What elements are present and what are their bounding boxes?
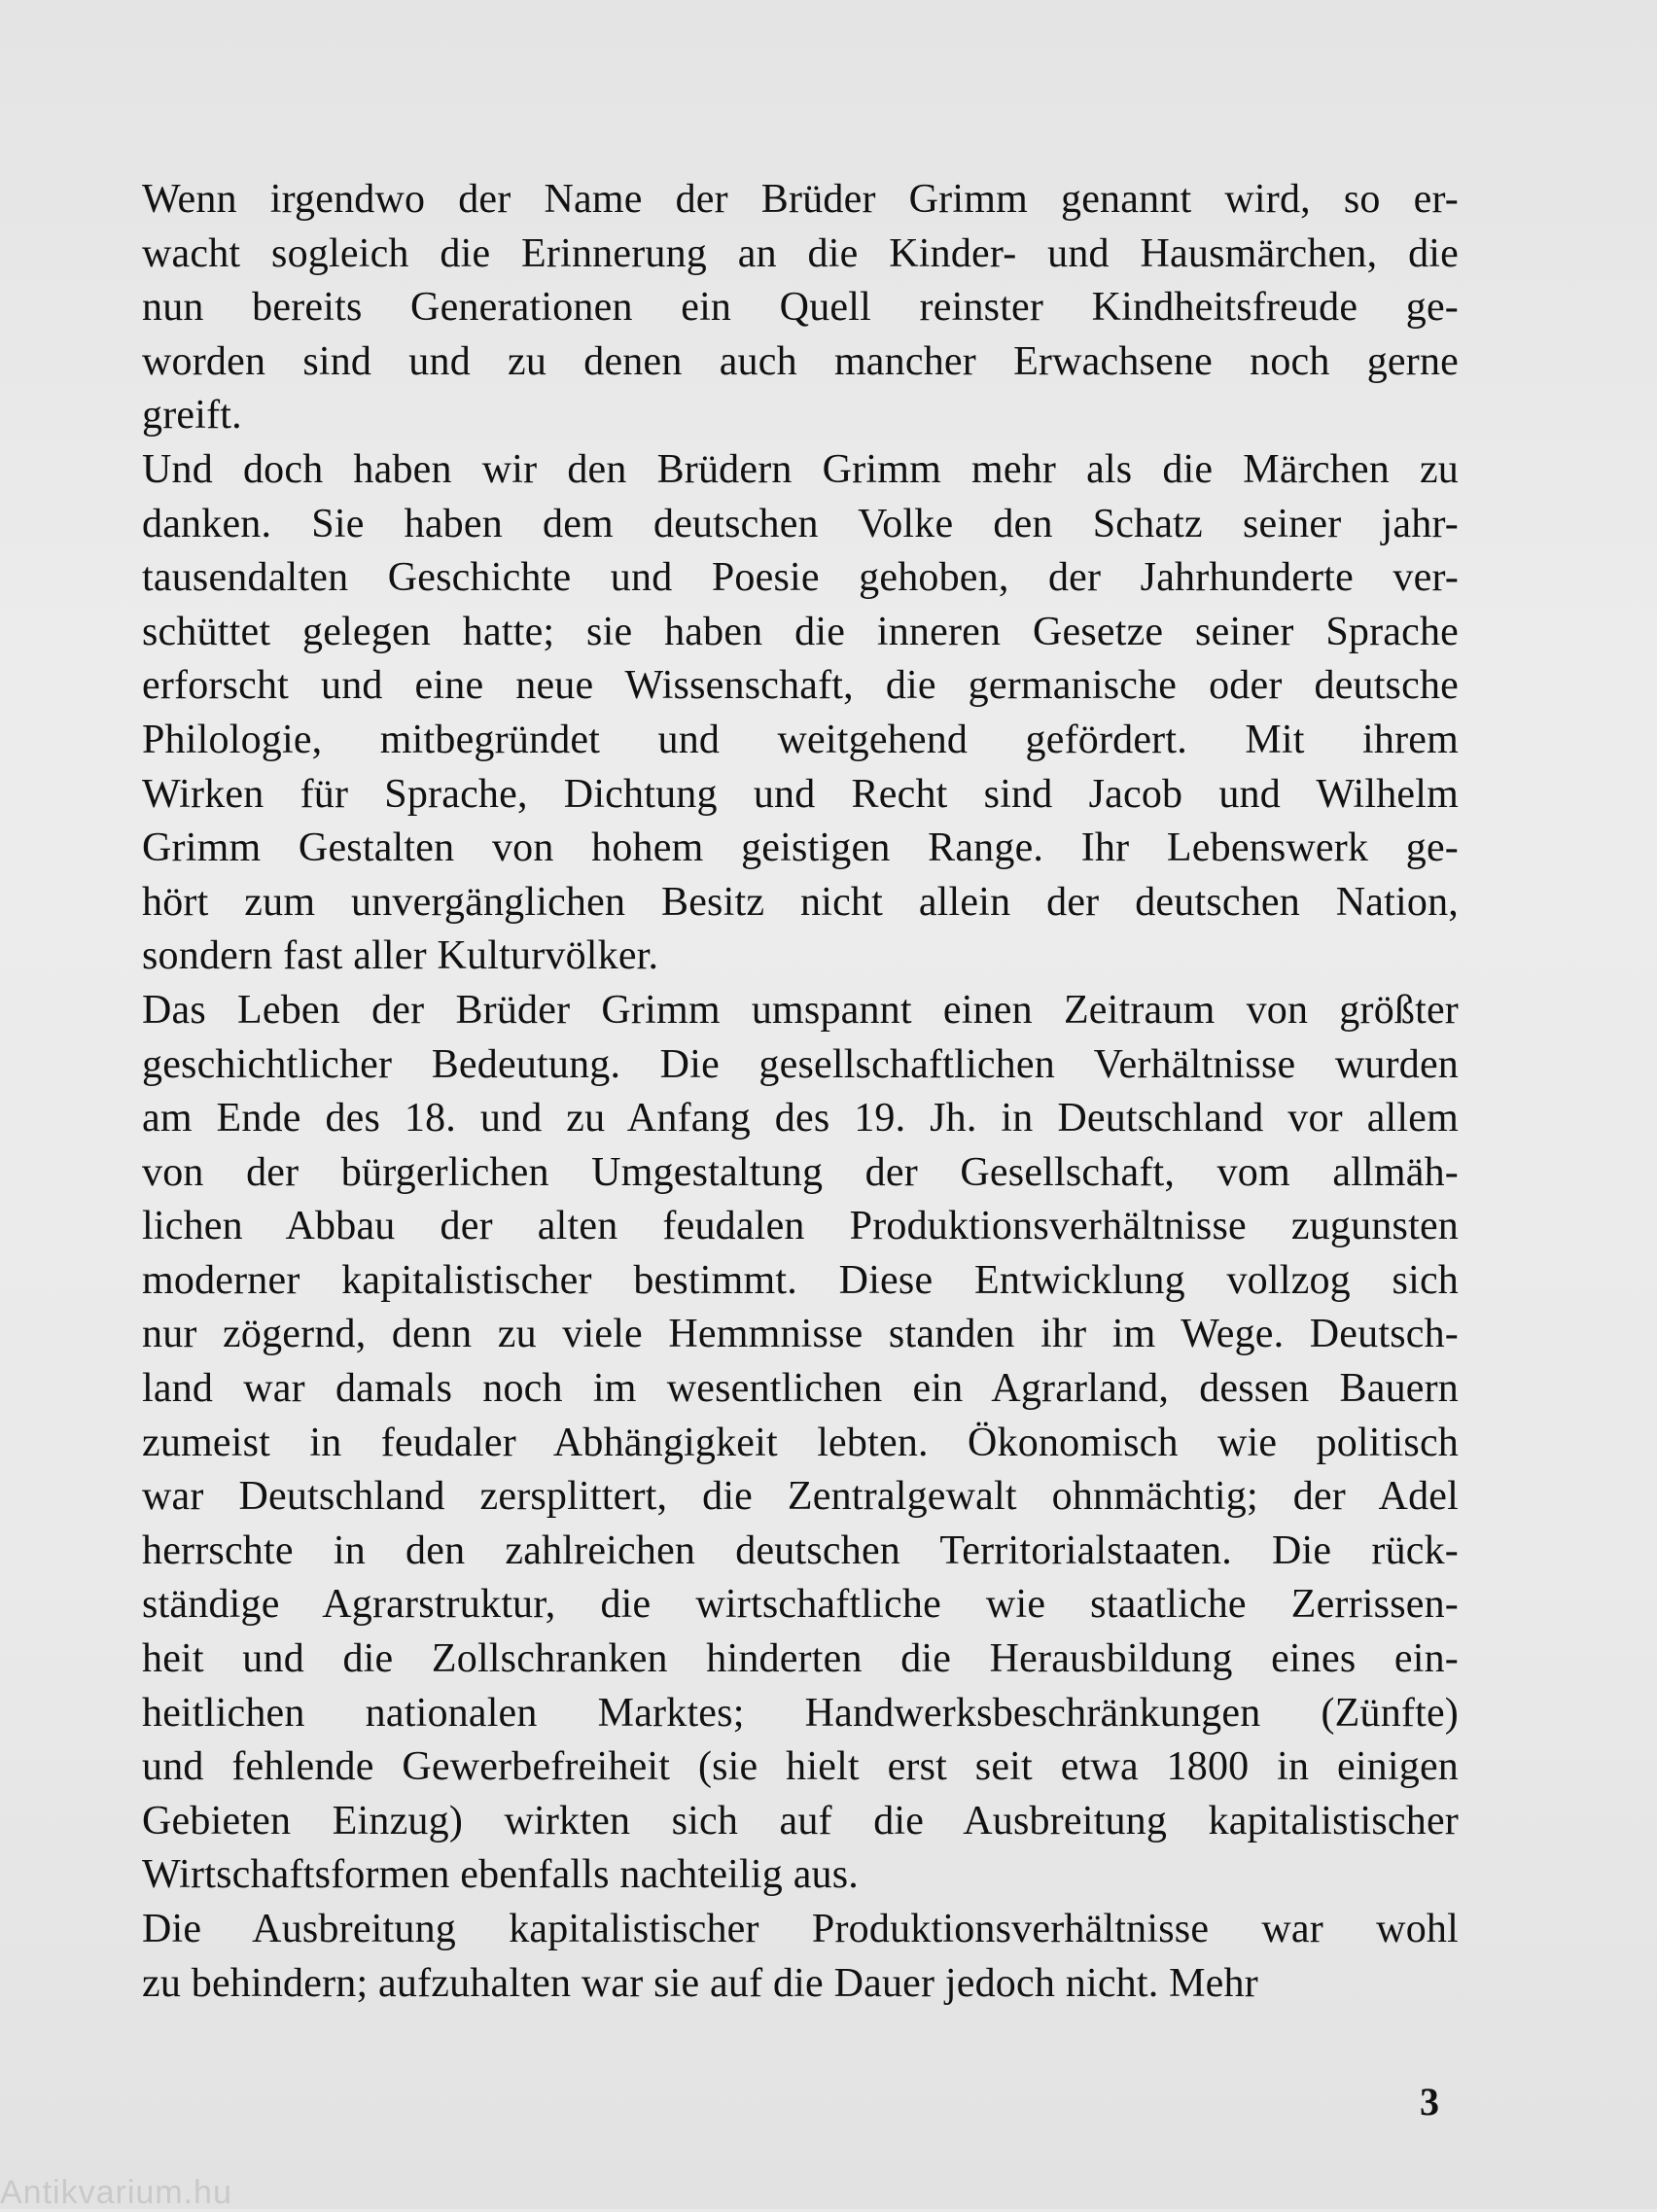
text-line: hört zum unvergänglichen Besitz nicht allein der deutschen Nation, [142, 879, 1459, 925]
text-line: von der bürgerlichen Umgestaltung der Gesellschaft, vom allmäh- [142, 1149, 1459, 1195]
text-line: tausendalten Geschichte und Poesie gehoben, der Jahrhunderte ver- [142, 555, 1459, 601]
text-line: Gebieten Einzug) wirkten sich auf die Ausbreitung kapitalistischer [142, 1798, 1459, 1843]
text-line: nun bereits Generationen ein Quell reinster Kindheitsfreude ge- [142, 285, 1459, 331]
text-line: danken. Sie haben dem deutschen Volke den Schatz seiner jahr- [142, 501, 1459, 546]
text-line: war Deutschland zersplittert, die Zentralgewalt ohnmächtig; der Adel [142, 1474, 1459, 1520]
text-line: Philologie, mitbegründet und weitgehend gefördert. Mit ihrem [142, 717, 1459, 762]
text-line: zumeist in feudaler Abhängigkeit lebten. Ökonomisch wie politisch [142, 1420, 1459, 1465]
page-number: 3 [1420, 2080, 1439, 2124]
text-line: worden sind und zu denen auch mancher Erwachsene noch gerne [142, 338, 1459, 384]
text-line: herrschte in den zahlreichen deutschen Territorialstaaten. Die rück- [142, 1527, 1459, 1573]
text-line: moderner kapitalistischer bestimmt. Diese Entwicklung vollzog sich [142, 1257, 1459, 1303]
text-line: nur zögernd, denn zu viele Hemmnisse standen ihr im Wege. Deutsch- [142, 1312, 1459, 1357]
text-line: Und doch haben wir den Brüdern Grimm mehr als die Märchen zu [142, 446, 1459, 492]
text-line: land war damals noch im wesentlichen ein Agrarland, dessen Bauern [142, 1366, 1459, 1412]
text-line: heit und die Zollschranken hinderten die Herausbildung eines ein- [142, 1636, 1459, 1682]
text-line: Grimm Gestalten von hohem geistigen Range. Ihr Lebenswerk ge- [142, 825, 1459, 871]
text-line: schüttet gelegen hatte; sie haben die inneren Gesetze seiner Sprache [142, 609, 1459, 654]
watermark: Antikvarium.hu [0, 2174, 232, 2211]
text-line: Wirtschaftsformen ebenfalls nachteilig aus. [142, 1852, 859, 1898]
text-line: greift. [142, 393, 242, 439]
text-line: zu behindern; aufzuhalten war sie auf die Dauer jedoch nicht. Mehr [142, 1960, 1258, 2006]
text-line: Das Leben der Brüder Grimm umspannt einen Zeitraum von größter [142, 987, 1459, 1033]
text-line: lichen Abbau der alten feudalen Produktionsverhältnisse zugunsten [142, 1204, 1459, 1249]
text-line: Die Ausbreitung kapitalistischer Produktionsverhältnisse war wohl [142, 1907, 1459, 1951]
text-line: Wirken für Sprache, Dichtung und Recht sind Jacob und Wilhelm [142, 771, 1459, 817]
text-line: und fehlende Gewerbefreiheit (sie hielt erst seit etwa 1800 in einigen [142, 1744, 1459, 1790]
text-line: Wenn irgendwo der Name der Brüder Grimm genannt wird, so er- [142, 177, 1459, 222]
text-line: am Ende des 18. und zu Anfang des 19. Jh. in Deutschland vor allem [142, 1096, 1459, 1141]
text-line: sondern fast aller Kulturvölker. [142, 933, 659, 979]
text-line: geschichtlicher Bedeutung. Die gesellschaftlichen Verhältnisse wurden [142, 1041, 1459, 1087]
text-line: wacht sogleich die Erinnerung an die Kinder- und Hausmärchen, die [142, 230, 1459, 276]
text-line: ständige Agrarstruktur, die wirtschaftliche wie staatliche Zerrissen- [142, 1582, 1459, 1628]
body-text [142, 173, 1459, 2011]
text-line: heitlichen nationalen Marktes; Handwerksbeschränkungen (Zünfte) [142, 1690, 1459, 1736]
text-line: erforscht und eine neue Wissenschaft, die germanische oder deutsche [142, 663, 1459, 709]
